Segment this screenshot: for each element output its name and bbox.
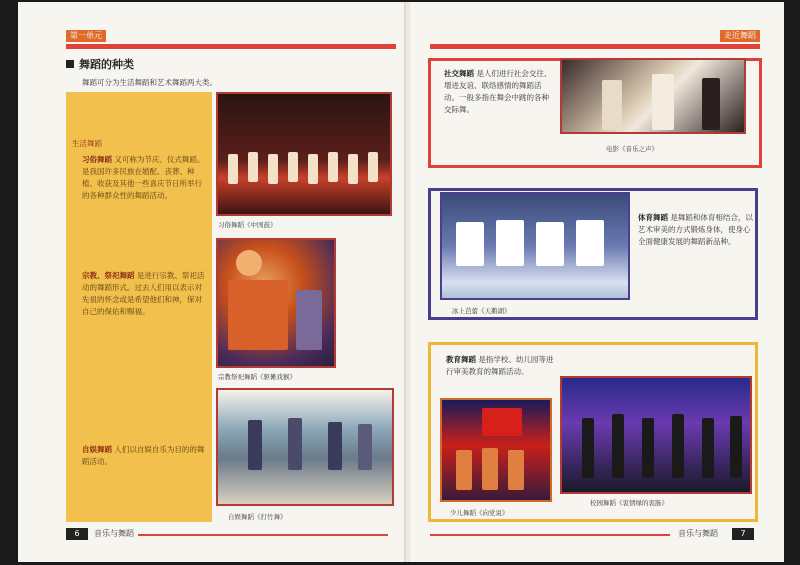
- self-dance-desc: 人们以自娱自乐为目的的舞蹈活动。: [82, 445, 205, 466]
- page-number: 7: [732, 528, 754, 540]
- header-rule: [430, 44, 760, 49]
- sports-dance-title: 体育舞蹈: [638, 213, 668, 222]
- footer-bar: [138, 534, 388, 536]
- unit-tag: 第一单元: [66, 30, 106, 42]
- self-dance-text: [82, 444, 208, 468]
- religious-dance-desc: 是进行宗教、祭祀活动的舞蹈形式。过去人们用以表示对先祖的怀念或是希望他们和神，保对自己的保佑和赐福。: [82, 271, 205, 316]
- religious-dance-caption: 宗教祭祀舞蹈《驱傩戏猴》: [218, 373, 296, 381]
- life-dance-panel: [66, 92, 212, 522]
- education-dance-text: [446, 354, 556, 378]
- self-dance-title: 自娱舞蹈: [82, 445, 112, 454]
- intro-text: 舞蹈可分为生活舞蹈和艺术舞蹈两大类。: [82, 78, 217, 87]
- section-title: [66, 56, 134, 72]
- page-number: 6: [66, 528, 88, 540]
- folk-dance-photo: [216, 92, 392, 216]
- right-page: [410, 2, 784, 562]
- social-dance-caption: 电影《音乐之声》: [606, 145, 658, 153]
- left-page: [18, 2, 406, 562]
- children-dance-caption: 少儿舞蹈《向党说》: [450, 509, 509, 517]
- sports-dance-caption: 冰上芭蕾《天鹅湖》: [452, 307, 511, 315]
- self-dance-caption: 自娱舞蹈《打竹舞》: [228, 513, 287, 521]
- sports-dance-photo: [440, 192, 630, 300]
- unit-tag: 走近舞蹈: [720, 30, 760, 42]
- social-dance-desc: 是人们进行社会交往、增进友谊、联络感情的舞蹈活动。一般多指在舞会中跳的各种交际舞。: [444, 69, 552, 114]
- folk-dance-title: 习俗舞蹈: [82, 155, 112, 164]
- social-dance-photo: [560, 58, 746, 134]
- education-dance-title: 教育舞蹈: [446, 355, 476, 364]
- social-dance-title: 社交舞蹈: [444, 69, 474, 78]
- panel-heading: 生活舞蹈: [72, 139, 102, 148]
- sports-dance-desc: 是舞蹈和体育相结合，以艺术审美的方式锻炼身体，使身心全面健康发展的舞蹈新品种。: [638, 213, 753, 246]
- sports-dance-text: [638, 212, 756, 248]
- header-rule: [66, 44, 396, 49]
- religious-dance-text: [82, 270, 208, 318]
- footer-title: 音乐与舞蹈: [678, 529, 718, 538]
- children-dance-photo: [440, 398, 552, 502]
- square-bullet-icon: [66, 60, 74, 68]
- education-dance-desc: 是指学校、幼儿园等进行审美教育的舞蹈活动。: [446, 355, 554, 376]
- self-dance-photo: [216, 388, 394, 506]
- social-dance-text: [444, 68, 552, 116]
- footer-title: 音乐与舞蹈: [94, 529, 134, 538]
- religious-dance-title: 宗教、祭祀舞蹈: [82, 271, 135, 280]
- section-title-text: 舞蹈的种类: [79, 58, 134, 71]
- religious-dance-photo: [216, 238, 336, 368]
- footer-bar: [430, 534, 670, 536]
- campus-dance-photo: [560, 376, 752, 494]
- folk-dance-text: [82, 154, 208, 202]
- campus-dance-caption: 校园舞蹈《衷情绿的衷肠》: [590, 499, 668, 507]
- folk-dance-caption: 习俗舞蹈《中国鼓》: [218, 221, 277, 229]
- folk-dance-desc: 又可称为节庆、仪式舞蹈。是我国许多民族在婚配、丧葬、种植、收获及其他一些喜庆节日所举行的各种群众性的舞蹈活动。: [82, 155, 205, 200]
